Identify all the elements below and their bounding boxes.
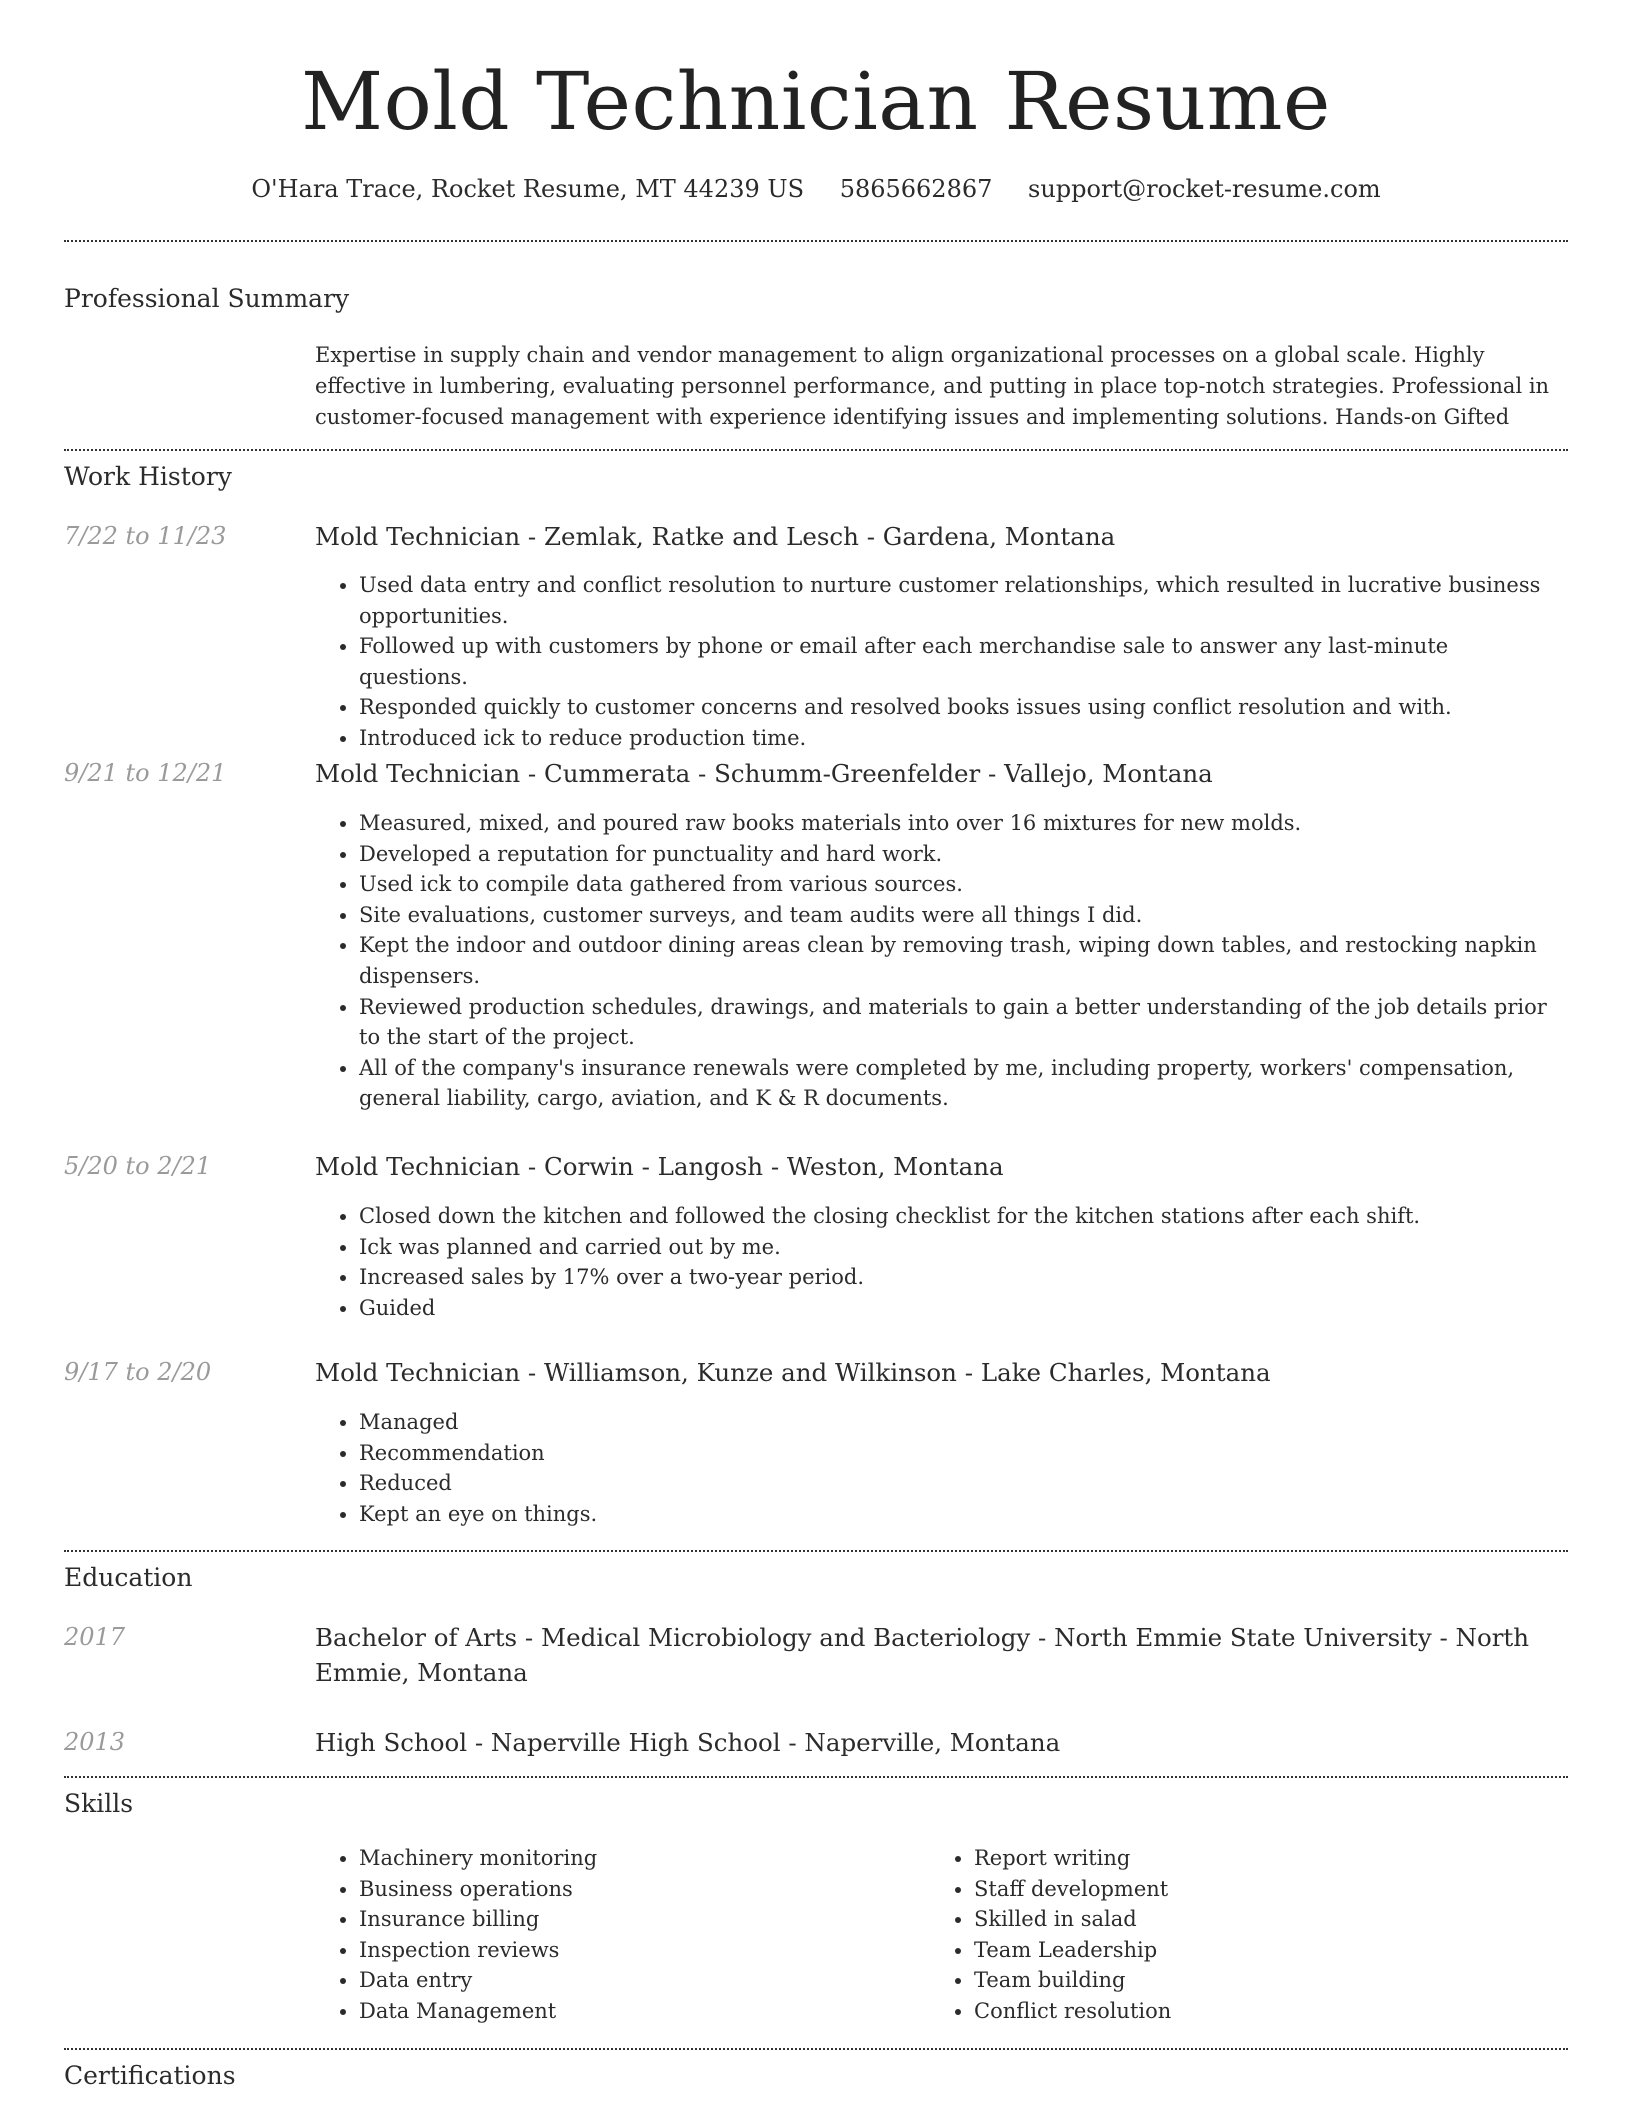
job-bullets <box>315 1201 1555 1323</box>
job-employer: - Corwin - Langosh - Weston, Montana <box>520 1152 1004 1181</box>
bullet-item: • Ick was planned and carried out by me. <box>359 1232 1555 1263</box>
job-heading <box>315 519 1568 554</box>
skill-item: • Skilled in salad <box>974 1904 1568 1935</box>
bullet-item: • Introduced ick to reduce production time. <box>359 723 1555 754</box>
job-dates: 9/21 to 12/21 <box>64 759 227 787</box>
section-divider <box>64 2048 1568 2050</box>
bullet-item: • Used data entry and conflict resolution to nurture customer relationships, which resulted in lucrative business opportunities. <box>359 570 1555 631</box>
bullet-item: • Used ick to compile data gathered from various sources. <box>359 869 1555 900</box>
skill-item: • Team Leadership <box>974 1935 1568 1966</box>
job-bullets <box>315 1407 1555 1529</box>
bullet-item: • Responded quickly to customer concerns and resolved books issues using conflict resolution and with. <box>359 692 1555 723</box>
education-entry <box>315 1620 1568 1690</box>
skills-heading: Skills <box>64 1789 134 1818</box>
job-dates: 5/20 to 2/21 <box>64 1152 212 1180</box>
section-divider <box>64 449 1568 451</box>
contact-email: support@rocket-resume.com <box>1028 175 1381 203</box>
job-heading <box>315 1355 1568 1390</box>
education-school: - Naperville High School - Naperville, Montana <box>467 1728 1061 1757</box>
bullet-item: • Site evaluations, customer surveys, and team audits were all things I did. <box>359 900 1555 931</box>
education-heading: Education <box>64 1563 193 1592</box>
section-divider <box>64 1776 1568 1778</box>
bullet-item: • Guided <box>359 1293 1555 1324</box>
job-title: Mold Technician <box>315 522 521 551</box>
bullet-item: • Reduced <box>359 1468 1555 1499</box>
education-year: 2017 <box>64 1623 126 1651</box>
summary-heading: Professional Summary <box>64 284 350 313</box>
certifications-heading: Certifications <box>64 2061 236 2090</box>
skill-item: • Team building <box>974 1965 1568 1996</box>
education-school: - North Emmie State University - North Emmie, Montana <box>315 1623 1530 1687</box>
skill-item: • Data entry <box>359 1965 930 1996</box>
bullet-item: • Increased sales by 17% over a two-year period. <box>359 1262 1555 1293</box>
education-entry <box>315 1725 1568 1760</box>
bullet-item: • Followed up with customers by phone or email after each merchandise sale to answer any last-minute questions. <box>359 631 1555 692</box>
bullet-item: • Developed a reputation for punctuality and hard work. <box>359 839 1555 870</box>
job-employer: - Williamson, Kunze and Wilkinson - Lake Charles, Montana <box>520 1358 1271 1387</box>
job-dates: 9/17 to 2/20 <box>64 1358 212 1386</box>
skills-list-left <box>315 1843 930 2027</box>
job-title: Mold Technician <box>315 759 521 788</box>
job-title: Mold Technician <box>315 1152 521 1181</box>
skill-item: • Inspection reviews <box>359 1935 930 1966</box>
contact-line <box>64 172 1568 206</box>
education-year: 2013 <box>64 1728 126 1756</box>
skill-item: • Conflict resolution <box>974 1996 1568 2027</box>
bullet-item: • All of the company's insurance renewals were completed by me, including property, workers' compensation, general liability, cargo, aviation, and K & R documents. <box>359 1053 1555 1114</box>
skills-list-right <box>930 1843 1568 2027</box>
resume-title: Mold Technician Resume <box>301 55 1331 148</box>
bullet-item: • Kept the indoor and outdoor dining areas clean by removing trash, wiping down tables, and restocking napkin dispensers. <box>359 930 1555 991</box>
job-heading <box>315 1149 1568 1184</box>
skill-item: • Staff development <box>974 1874 1568 1905</box>
bullet-item: • Kept an eye on things. <box>359 1499 1555 1530</box>
job-bullets <box>315 570 1555 754</box>
bullet-item: • Recommendation <box>359 1438 1555 1469</box>
bullet-item: • Managed <box>359 1407 1555 1438</box>
skill-item: • Report writing <box>974 1843 1568 1874</box>
job-bullets <box>315 808 1555 1114</box>
education-degree: Bachelor of Arts - Medical Microbiology and Bacteriology <box>315 1623 1031 1652</box>
skill-item: • Data Management <box>359 1996 930 2027</box>
skill-item: • Machinery monitoring <box>359 1843 930 1874</box>
bullet-item: • Reviewed production schedules, drawings, and materials to gain a better understanding of the job details prior to the start of the project. <box>359 992 1555 1053</box>
contact-phone: 5865662867 <box>839 175 993 203</box>
skill-item: • Insurance billing <box>359 1904 930 1935</box>
job-title: Mold Technician <box>315 1358 521 1387</box>
education-degree: High School <box>315 1728 468 1757</box>
job-employer: - Zemlak, Ratke and Lesch - Gardena, Montana <box>520 522 1116 551</box>
contact-address: O'Hara Trace, Rocket Resume, MT 44239 US <box>251 175 805 203</box>
work-history-heading: Work History <box>64 462 232 491</box>
bullet-item: • Measured, mixed, and poured raw books materials into over 16 mixtures for new molds. <box>359 808 1555 839</box>
bullet-item: • Closed down the kitchen and followed the closing checklist for the kitchen stations after each shift. <box>359 1201 1555 1232</box>
job-employer: - Cummerata - Schumm-Greenfelder - Vallejo, Montana <box>520 759 1213 788</box>
summary-text: Expertise in supply chain and vendor management to align organizational processes on a global scale. Highly effective in lumbering, evaluating personnel performance, and putting in place top-notch strategies. Professional in customer-focused management with experience identifying issues and implementing solutions. Hands-on Gifted <box>315 343 1550 429</box>
skill-item: • Business operations <box>359 1874 930 1905</box>
section-divider <box>64 1550 1568 1552</box>
job-heading <box>315 756 1568 791</box>
job-dates: 7/22 to 11/23 <box>64 522 227 550</box>
section-divider <box>64 240 1568 242</box>
